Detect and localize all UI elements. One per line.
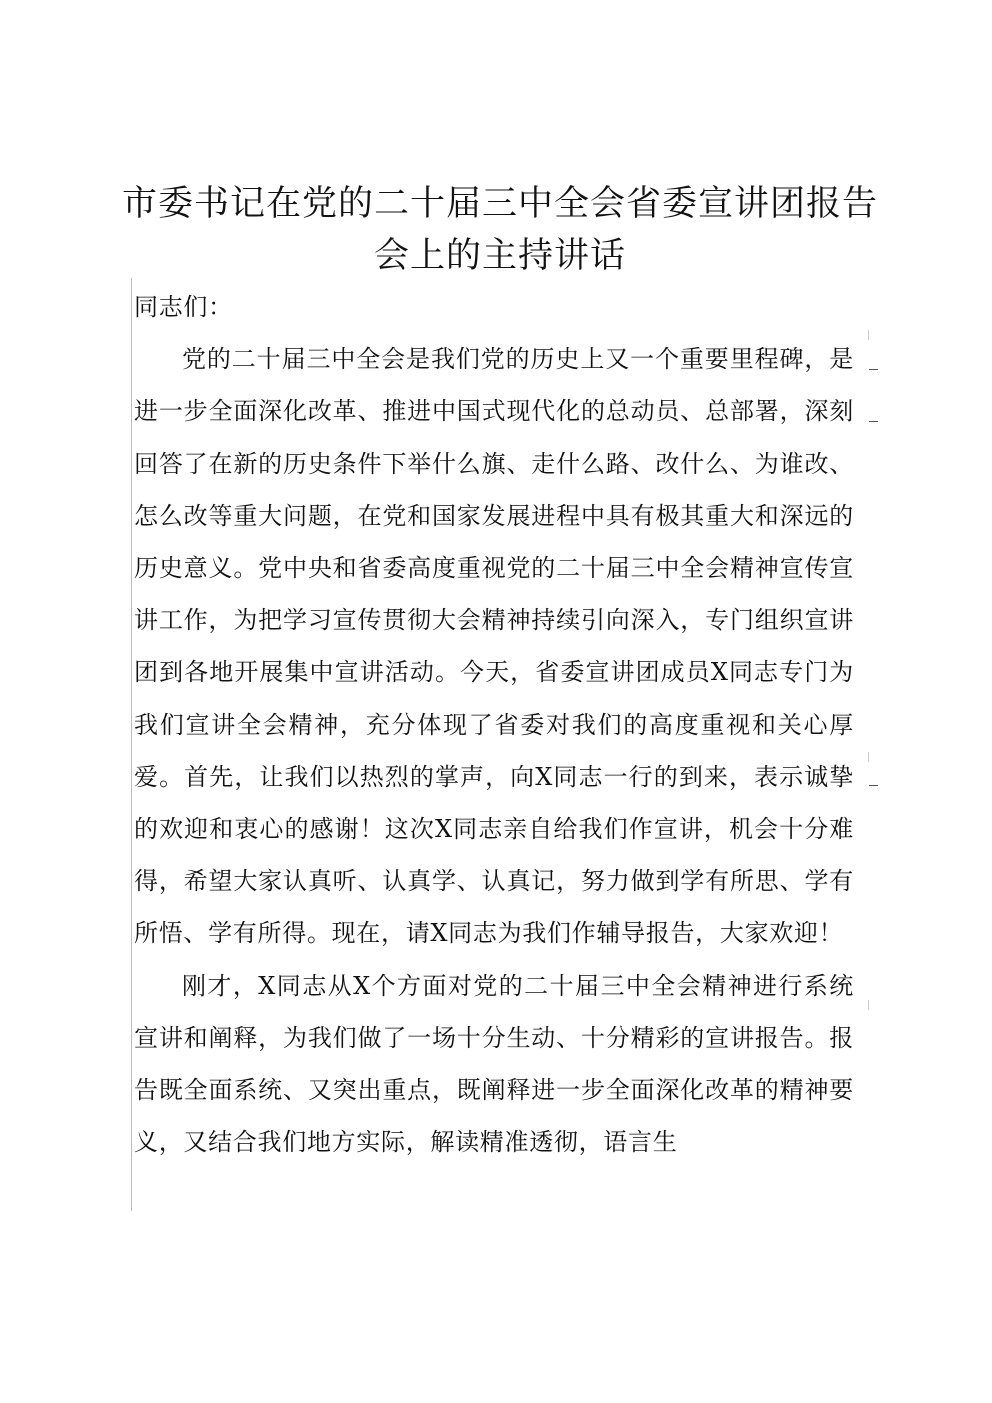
- left-margin-line: [131, 278, 132, 1211]
- paragraph-1: 党的二十届三中全会是我们党的历史上又一个重要里程碑，是进一步全面深化改革、推进中国式现代化的总动员、总部署，深刻回答了在新的历史条件下举什么旗、走什么路、改什么、为谁改、怎么改等重大问题，在党和国家发展进程中具有极其重大和深远的历史意义。党中央和省委高度重视党的二十届三中全会精神宣传宣讲工作，为把学习宣传贯彻大会精神持续引向深入，专门组织宣讲团到各地开展集中宣讲活动。今天，省委宣讲团成员X同志专门为我们宣讲全会精神，充分体现了省委对我们的高度重视和关心厚爱。首先，让我们以热烈的掌声，向X同志一行的到来，表示诚挚的欢迎和衷心的感谢！这次X同志亲自给我们作宣讲，机会十分难得，希望大家认真听、认真学、认真记，努力做到学有所思、学有所悟、学有所得。现在，请X同志为我们作辅导报告，大家欢迎！: [134, 345, 854, 948]
- scan-edge-mark: [868, 752, 869, 762]
- document-body: [134, 281, 854, 1168]
- scan-edge-mark: [869, 421, 878, 422]
- scan-edge-mark: [869, 785, 878, 786]
- scan-edge-mark: [869, 369, 878, 370]
- document-title: 市委书记在党的二十届三中全会省委宣讲团报告会上的主持讲话: [121, 184, 878, 276]
- salutation: 同志们：: [134, 293, 233, 321]
- scan-edge-mark: [868, 1000, 869, 1010]
- scan-edge-mark: [868, 330, 869, 340]
- paragraph-2: 刚才，X同志从X个方面对党的二十届三中全会精神进行系统宣讲和阐释，为我们做了一场十分生动、十分精彩的宣讲报告。报告既全面系统、又突出重点，既阐释进一步全面深化改革的精神要义，又结合我们地方实际，解读精准透彻，语言生: [134, 971, 854, 1157]
